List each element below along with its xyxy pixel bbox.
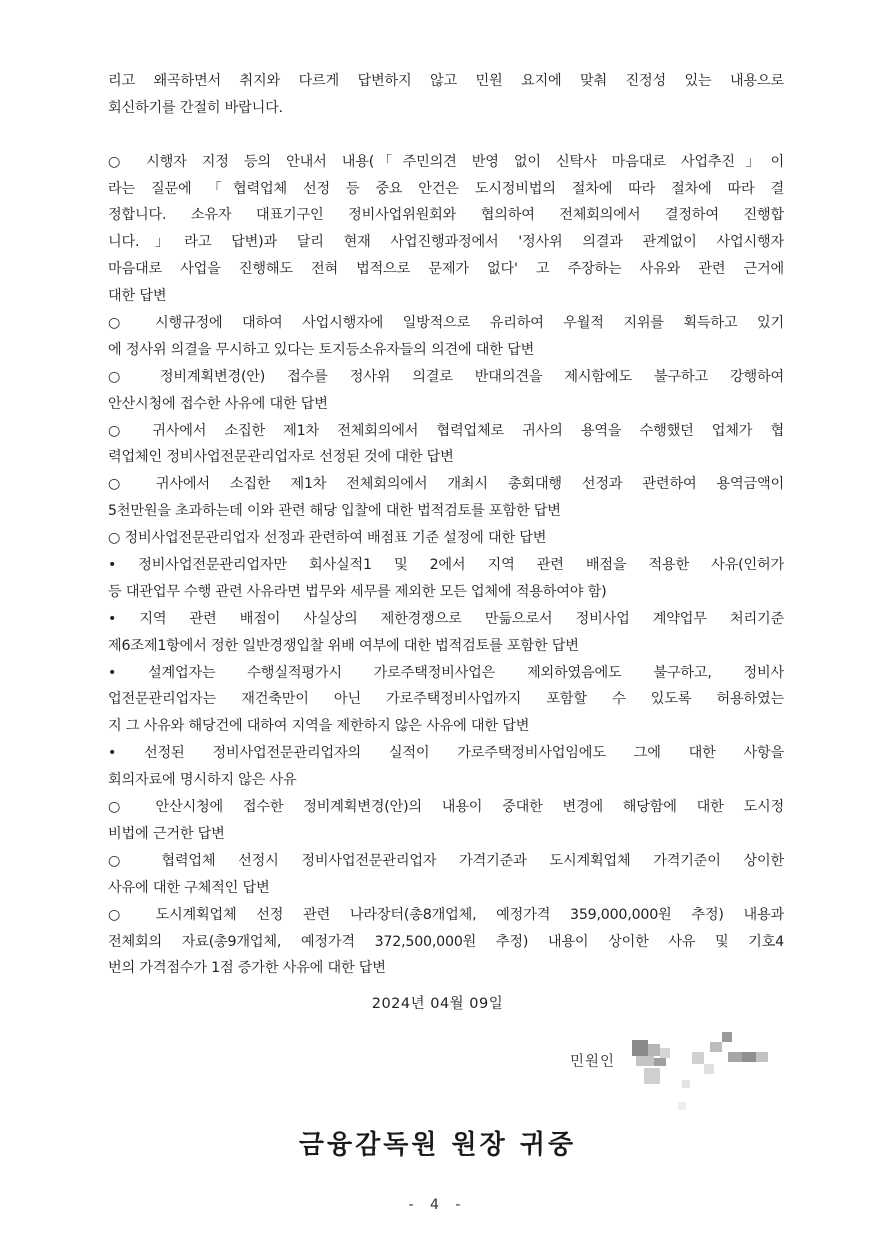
body-line: ○ 정비계획변경(안) 접수를 정사위 의결로 반대의견을 제시함에도 불구하고 강행하여 <box>108 368 784 385</box>
body-line: ○ 협력업체 선정시 정비사업전문관리업자 가격기준과 도시계획업체 가격기준이 상이한 <box>108 852 784 869</box>
body-line: 회의자료에 명시하지 않은 사유 <box>108 772 297 789</box>
body-line: • 지역 관련 배점이 사실상의 제한경쟁으로 만듦으로서 정비사업 계약업무 처리기준 <box>108 610 784 627</box>
body-line: • 정비사업전문관리업자만 회사실적1 및 2에서 지역 관련 배점을 적용한 사유(인허가 <box>108 557 784 574</box>
petitioner-label: 민원인 <box>570 1054 616 1070</box>
body-line: 전체회의 자료(총9개업체, 예정가격 372,500,000원 추정) 내용이 상이한 사유 및 기호4 <box>108 933 784 950</box>
body-line: • 설계업자는 수행실적평가시 가로주택정비사업은 제외하였음에도 불구하고, 정비사 <box>108 664 784 681</box>
document-body <box>108 68 784 982</box>
body-line: ○ 귀사에서 소집한 제1차 전체회의에서 개최시 총회대행 선정과 관련하여 용역금액이 <box>108 476 784 493</box>
body-line: 리고 왜곡하면서 취지와 다르게 답변하지 않고 민원 요지에 맞춰 진정성 있는 내용으로 <box>108 73 784 89</box>
body-line: • 선정된 정비사업전문관리업자의 실적이 가로주택정비사업임에도 그에 대한 사항을 <box>108 745 784 762</box>
body-line: ○ 귀사에서 소집한 제1차 전체회의에서 협력업체로 귀사의 용역을 수행했던 업체가 협 <box>108 422 784 439</box>
body-line: 마음대로 사업을 진행해도 전혀 법적으로 문제가 없다' 고 주장하는 사유와 관련 근거에 <box>108 261 784 278</box>
body-line: 사유에 대한 구체적인 답변 <box>108 879 270 896</box>
blank-line <box>108 122 784 149</box>
body-line: ○ 시행자 지정 등의 안내서 내용(「주민의견 반영 없이 신탁사 마음대로 사업추진」이 <box>108 153 784 170</box>
body-line: 력업체인 정비사업전문관리업자로 선정된 것에 대한 답변 <box>108 449 454 466</box>
body-line: 비법에 근거한 답변 <box>108 825 225 842</box>
body-line: ○ 도시계획업체 선정 관련 나라장터(총8개업체, 예정가격 359,000,000원 추정) 내용과 <box>108 906 784 923</box>
document-date: 2024년 04월 09일 <box>371 996 504 1012</box>
redacted-signature <box>632 1032 772 1118</box>
body-line: 지 그 사유와 해당건에 대하여 지역을 제한하지 않은 사유에 대한 답변 <box>108 718 530 735</box>
body-line: 에 정사위 의결을 무시하고 있다는 토지등소유자들의 의견에 대한 답변 <box>108 341 535 358</box>
body-line: 번의 가격점수가 1점 증가한 사유에 대한 답변 <box>108 960 386 977</box>
body-line: ○ 정비사업전문관리업자 선정과 관련하여 배점표 기준 설정에 대한 답변 <box>108 530 547 547</box>
body-line: 니다.」라고 답변)과 달리 현재 사업진행과정에서 '정사위 의결과 관계없이 사업시행자 <box>108 234 784 251</box>
body-line: ○ 시행규정에 대하여 사업시행자에 일방적으로 유리하여 우월적 지위를 획득하고 있기 <box>108 315 784 332</box>
body-line: ○ 안산시청에 접수한 정비계획변경(안)의 내용이 중대한 변경에 해당함에 대한 도시정 <box>108 799 784 816</box>
body-line: 안산시청에 접수한 사유에 대한 답변 <box>108 395 328 412</box>
body-line: 라는 질문에 「협력업체 선정 등 중요 안건은 도시정비법의 절차에 따라 절차에 따라 결 <box>108 180 784 197</box>
body-line: 제6조제1항에서 정한 일반경쟁입찰 위배 여부에 대한 법적검토를 포함한 답변 <box>108 637 579 654</box>
page-number: - 4 - <box>408 1197 467 1213</box>
body-line: 업전문관리업자는 재건축만이 아닌 가로주택정비사업까지 포함할 수 있도록 허용하였는 <box>108 691 784 708</box>
recipient-title: 금융감독원 원장 귀중 <box>298 1130 577 1160</box>
body-line: 대한 답변 <box>108 288 167 305</box>
body-line: 회신하기를 간절히 바랍니다. <box>108 99 283 116</box>
body-line: 등 대관업무 수행 관련 사유라면 법무와 세무를 제외한 모든 업체에 적용하여야 함) <box>108 583 607 600</box>
body-line: 5천만원을 초과하는데 이와 관련 해당 입찰에 대한 법적검토를 포함한 답변 <box>108 503 561 520</box>
body-line: 정합니다. 소유자 대표기구인 정비사업위원회와 협의하여 전체회의에서 결정하여 진행합 <box>108 207 784 224</box>
